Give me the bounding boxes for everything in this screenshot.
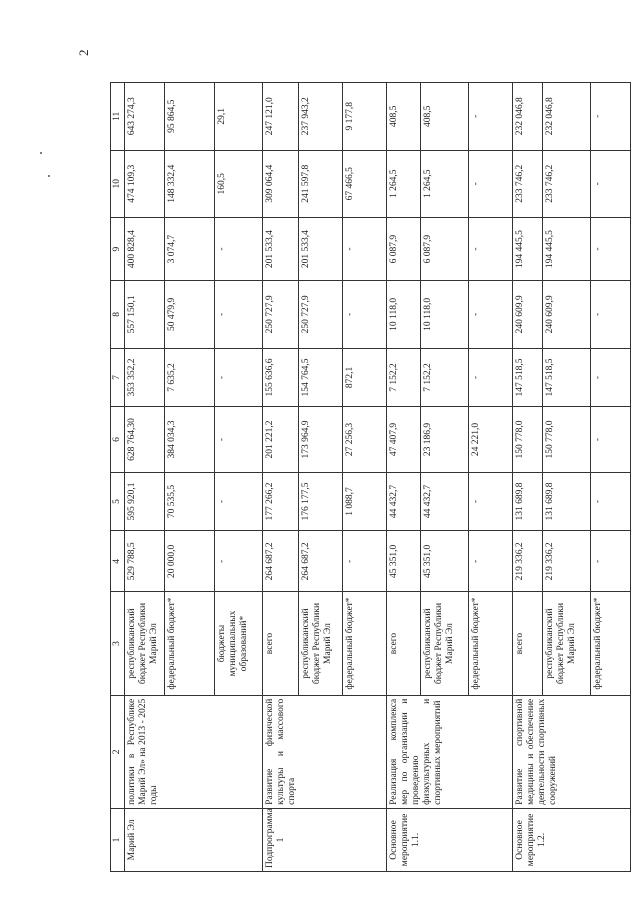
value-cell: 264 687,2: [299, 531, 343, 592]
value-cell: -: [591, 348, 631, 407]
table-row: [263, 83, 299, 872]
value-cell: 264 687,2: [263, 531, 299, 592]
value-cell: 131 689,8: [543, 472, 591, 531]
value-cell: 10 118,0: [421, 281, 469, 348]
value-cell: 150 778,0: [513, 407, 543, 472]
value-cell: 95 864,5: [165, 83, 215, 151]
value-cell: -: [469, 83, 513, 151]
value-cell: 237 943,2: [299, 83, 343, 151]
value-cell: 173 964,9: [299, 407, 343, 472]
column-header: 4: [111, 531, 125, 592]
value-cell: -: [591, 472, 631, 531]
value-cell: 148 332,4: [165, 150, 215, 217]
column-header: 3: [111, 592, 125, 695]
value-cell: 45 351,0: [421, 531, 469, 592]
value-cell: 247 121,0: [263, 83, 299, 151]
table-row: [513, 83, 543, 872]
value-cell: -: [215, 348, 263, 407]
value-cell: 201 221,2: [263, 407, 299, 472]
program-name-cell: политики в Республике Марий Эл» на 2013 - 2025 годы: [125, 695, 263, 808]
value-cell: 47 407,9: [387, 407, 421, 472]
value-cell: 595 920,1: [125, 472, 165, 531]
column-header: 1: [111, 808, 125, 871]
value-cell: 384 034,3: [165, 407, 215, 472]
value-cell: 232 046,8: [513, 83, 543, 151]
value-cell: 7 635,2: [165, 348, 215, 407]
value-cell: 3 074,7: [165, 218, 215, 281]
value-cell: 147 518,5: [543, 348, 591, 407]
value-cell: -: [343, 218, 387, 281]
value-cell: -: [469, 150, 513, 217]
funding-source-cell: федеральный бюджет*: [165, 592, 215, 695]
value-cell: 44 432,7: [421, 472, 469, 531]
funding-source-cell: всего: [387, 592, 421, 695]
value-cell: 131 689,8: [513, 472, 543, 531]
program-cell: Марий Эл: [125, 808, 263, 871]
column-header: 5: [111, 472, 125, 531]
value-cell: 23 186,9: [421, 407, 469, 472]
column-header: 8: [111, 281, 125, 348]
funding-source-cell: всего: [513, 592, 543, 695]
value-cell: -: [343, 281, 387, 348]
value-cell: -: [215, 407, 263, 472]
value-cell: 1 264,5: [421, 150, 469, 217]
program-name-cell: Реализация комплекса мер по организации и проведению физкультурных и спортивных мероприятий: [387, 695, 513, 808]
value-cell: 147 518,5: [513, 348, 543, 407]
program-cell: Основное мероприятие 1.2.: [513, 808, 631, 871]
value-cell: 529 788,5: [125, 531, 165, 592]
value-cell: 24 221,0: [469, 407, 513, 472]
header-row: [111, 83, 125, 872]
program-cell: Основное мероприятие 1.1.: [387, 808, 513, 871]
value-cell: 50 479,9: [165, 281, 215, 348]
funding-source-cell: республиканский бюджет Республики Марий Эл: [421, 592, 469, 695]
value-cell: 155 636,6: [263, 348, 299, 407]
value-cell: 1 264,5: [387, 150, 421, 217]
funding-source-cell: республиканский бюджет Республики Марий Эл: [125, 592, 165, 695]
table-row: [125, 83, 165, 872]
funding-source-cell: бюджеты муниципальных образований*: [215, 592, 263, 695]
value-cell: 233 746,2: [543, 150, 591, 217]
value-cell: -: [215, 281, 263, 348]
funding-source-cell: федеральный бюджет*: [469, 592, 513, 695]
value-cell: 240 609,9: [513, 281, 543, 348]
value-cell: -: [469, 348, 513, 407]
value-cell: -: [469, 531, 513, 592]
value-cell: 177 266,2: [263, 472, 299, 531]
column-header: 10: [111, 150, 125, 217]
value-cell: 20 000,0: [165, 531, 215, 592]
value-cell: 150 778,0: [543, 407, 591, 472]
value-cell: -: [591, 407, 631, 472]
table-row: [387, 83, 421, 872]
value-cell: 70 535,5: [165, 472, 215, 531]
value-cell: 474 109,3: [125, 150, 165, 217]
value-cell: -: [591, 218, 631, 281]
value-cell: 408,5: [387, 83, 421, 151]
value-cell: 67 466,5: [343, 150, 387, 217]
value-cell: 219 336,2: [513, 531, 543, 592]
value-cell: 250 727,9: [263, 281, 299, 348]
budget-table: [110, 82, 631, 872]
value-cell: -: [215, 531, 263, 592]
value-cell: -: [591, 281, 631, 348]
value-cell: 250 727,9: [299, 281, 343, 348]
funding-source-cell: федеральный бюджет*: [343, 592, 387, 695]
value-cell: 1 088,7: [343, 472, 387, 531]
value-cell: -: [469, 281, 513, 348]
value-cell: 408,5: [421, 83, 469, 151]
value-cell: 7 152,2: [421, 348, 469, 407]
rotated-sheet: [110, 82, 603, 872]
column-header: 2: [111, 695, 125, 808]
value-cell: 201 533,4: [299, 218, 343, 281]
funding-source-cell: федеральный бюджет*: [591, 592, 631, 695]
value-cell: 45 351,0: [387, 531, 421, 592]
scan-speck: [40, 152, 42, 154]
scan-speck: [48, 175, 50, 177]
value-cell: -: [215, 218, 263, 281]
column-header: 6: [111, 407, 125, 472]
value-cell: 233 746,2: [513, 150, 543, 217]
value-cell: 10 118,0: [387, 281, 421, 348]
value-cell: 219 336,2: [543, 531, 591, 592]
funding-source-cell: всего: [263, 592, 299, 695]
value-cell: 232 046,8: [543, 83, 591, 151]
column-header: 9: [111, 218, 125, 281]
value-cell: -: [591, 150, 631, 217]
value-cell: -: [591, 531, 631, 592]
value-cell: 7 152,2: [387, 348, 421, 407]
value-cell: 44 432,7: [387, 472, 421, 531]
funding-source-cell: республиканский бюджет Республики Марий Эл: [299, 592, 343, 695]
value-cell: 240 609,9: [543, 281, 591, 348]
page-number: 2: [76, 49, 91, 56]
value-cell: 194 445,5: [513, 218, 543, 281]
value-cell: 9 177,8: [343, 83, 387, 151]
value-cell: 194 445,5: [543, 218, 591, 281]
value-cell: 154 764,5: [299, 348, 343, 407]
value-cell: 6 087,9: [387, 218, 421, 281]
value-cell: 241 597,8: [299, 150, 343, 217]
program-name-cell: Развитие спортивной медицины и обеспечение деятельности спортивных сооружений: [513, 695, 631, 808]
column-header: 11: [111, 83, 125, 151]
value-cell: 6 087,9: [421, 218, 469, 281]
table-body: [125, 83, 631, 872]
value-cell: -: [591, 83, 631, 151]
value-cell: 176 177,5: [299, 472, 343, 531]
value-cell: 353 352,2: [125, 348, 165, 407]
value-cell: -: [469, 218, 513, 281]
value-cell: 29,1: [215, 83, 263, 151]
value-cell: 643 274,3: [125, 83, 165, 151]
value-cell: 872,1: [343, 348, 387, 407]
value-cell: 27 256,3: [343, 407, 387, 472]
value-cell: 628 764,30: [125, 407, 165, 472]
value-cell: 160,5: [215, 150, 263, 217]
column-header: 7: [111, 348, 125, 407]
value-cell: 309 064,4: [263, 150, 299, 217]
value-cell: -: [343, 531, 387, 592]
program-cell: Подпрограмма 1: [263, 808, 387, 871]
value-cell: -: [469, 472, 513, 531]
value-cell: 557 150,1: [125, 281, 165, 348]
funding-source-cell: республиканский бюджет Республики Марий Эл: [543, 592, 591, 695]
value-cell: -: [215, 472, 263, 531]
value-cell: 400 828,4: [125, 218, 165, 281]
program-name-cell: Развитие физической культуры и массового спорта: [263, 695, 387, 808]
value-cell: 201 533,4: [263, 218, 299, 281]
